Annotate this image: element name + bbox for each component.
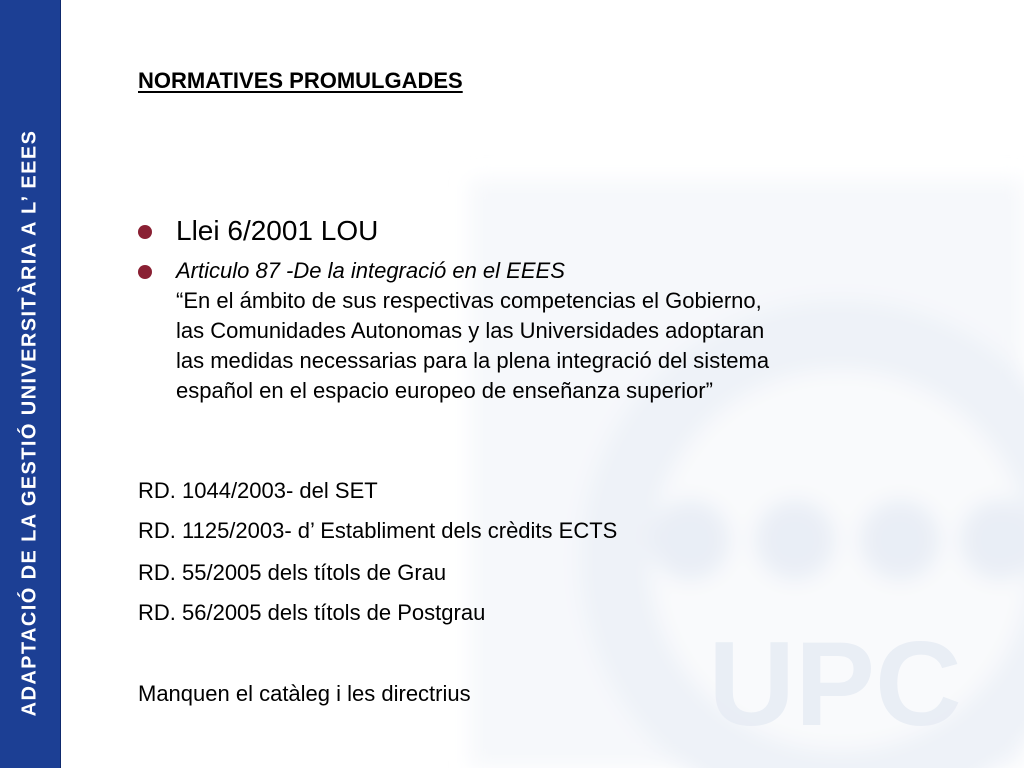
watermark-disc-1 bbox=[650, 500, 730, 580]
watermark-text: UPC bbox=[708, 617, 962, 751]
article-heading: Articulo 87 -De la integració en el EEES bbox=[176, 258, 565, 283]
bullet-body bbox=[176, 256, 976, 406]
slide-title: NORMATIVES PROMULGADES bbox=[138, 68, 463, 93]
closing-note: Manquen el catàleg i les directrius bbox=[138, 681, 471, 706]
sidebar-title: ADAPTACIÓ DE LA GESTIÓ UNIVERSITÀRIA A L’ EEES bbox=[18, 129, 41, 717]
decree-line: RD. 1044/2003- del SET bbox=[138, 478, 378, 503]
article-quote: “En el ámbito de sus respectivas competencias el Gobierno, las Comunidades Autonomas y las Universidades adoptaran las medidas necessarias para la plena integració del sistema español en el espacio europeo de enseñanza superior” bbox=[176, 288, 770, 403]
decree-line: RD. 55/2005 dels títols de Grau bbox=[138, 560, 447, 585]
bullet-item-article bbox=[138, 256, 976, 406]
bullet-item-law bbox=[138, 213, 378, 249]
decree-line: RD. 56/2005 dels títols de Postgrau bbox=[138, 600, 486, 625]
watermark-disc-2 bbox=[755, 500, 835, 580]
bullet-dot-icon bbox=[138, 225, 152, 239]
watermark-disc-3 bbox=[860, 500, 940, 580]
bullet-dot-icon bbox=[138, 265, 152, 279]
decree-line: RD. 1125/2003- d’ Establiment dels crèdits ECTS bbox=[138, 518, 618, 543]
bullet-text: Llei 6/2001 LOU bbox=[176, 215, 379, 246]
